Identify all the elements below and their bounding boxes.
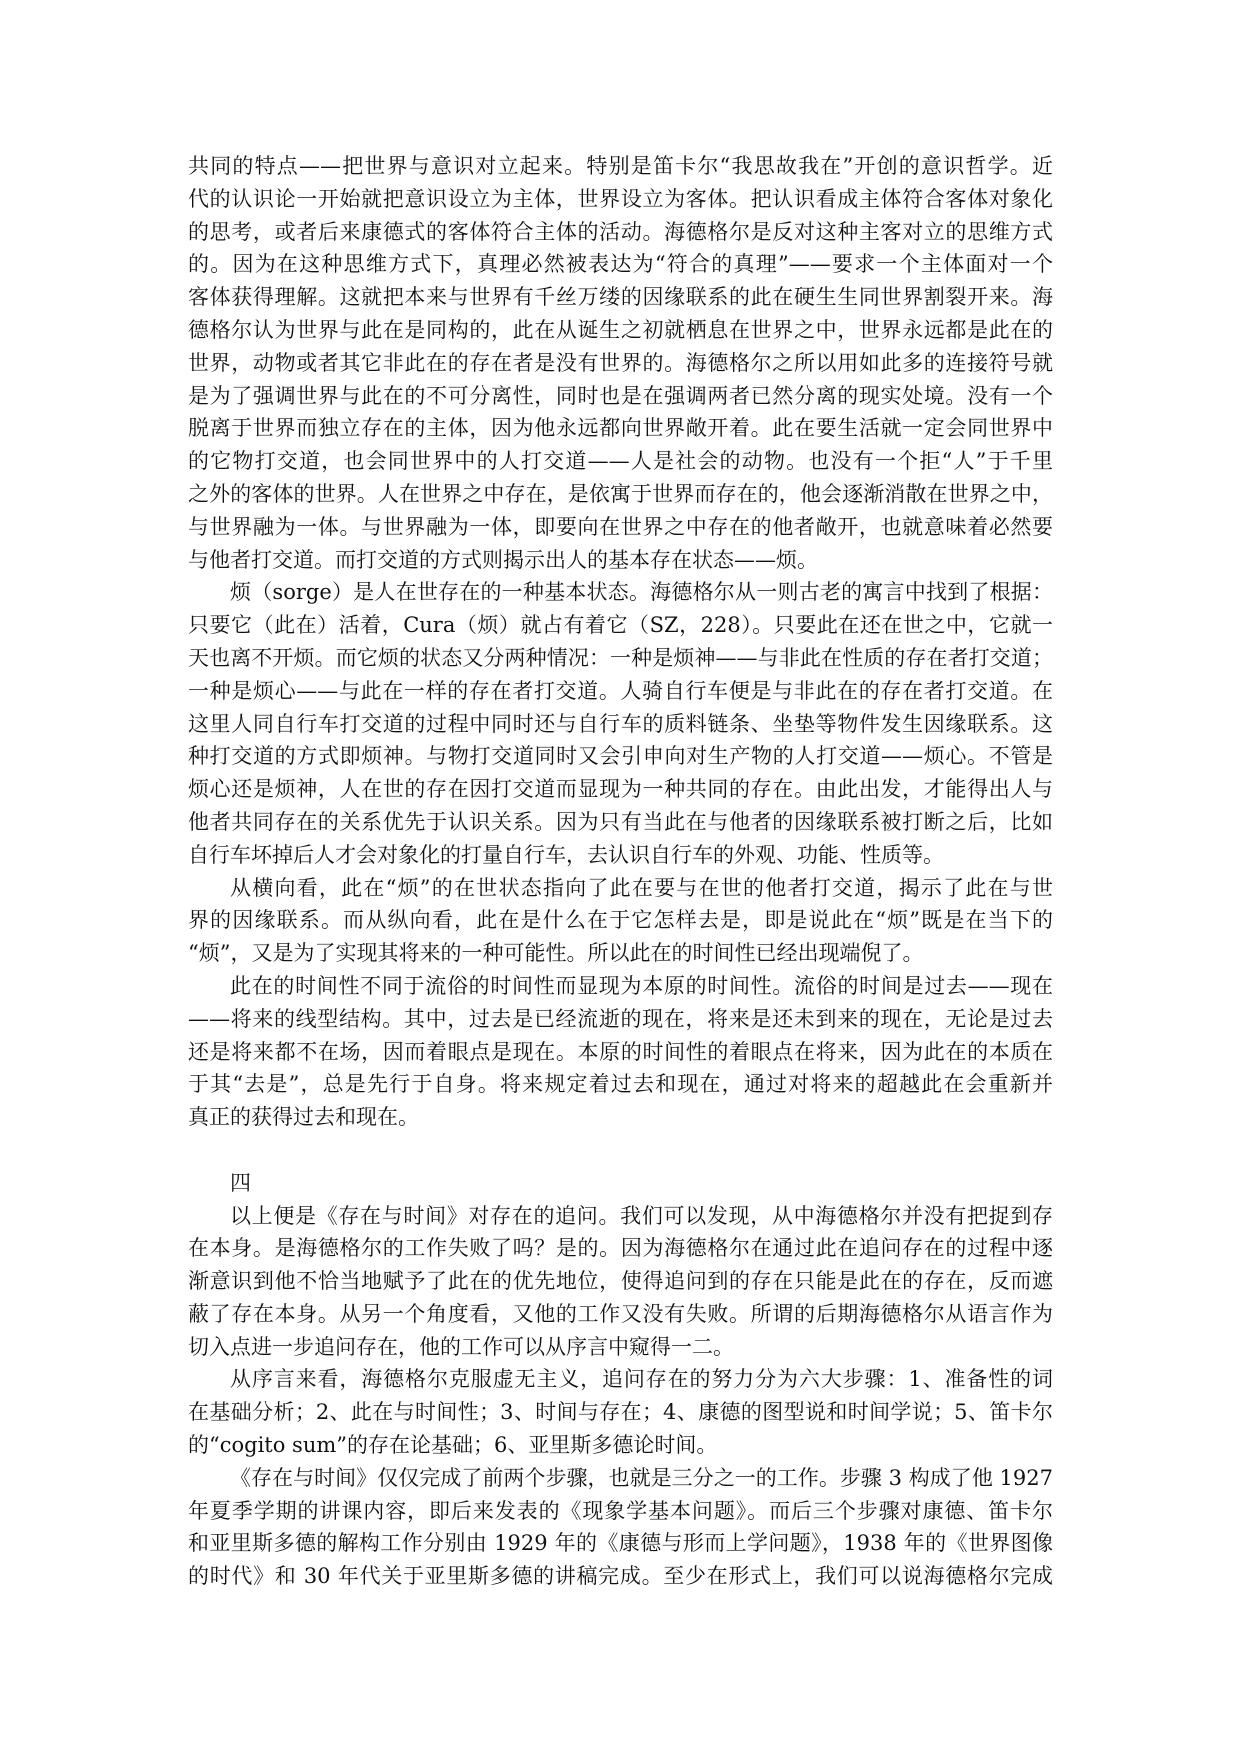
text-line: 之外的客体的世界。人在世界之中存在，是依寓于世界而存在的，他会逐渐消散在世界之中，	[188, 481, 1053, 506]
text-line: 还是将来都不在场，因而着眼点是现在。本原的时间性的着眼点在将来，因为此在的本质在	[188, 1039, 1053, 1064]
text-line: 从横向看，此在“烦”的在世状态指向了此在要与在世的他者打交道，揭示了此在与世	[230, 875, 1053, 900]
text-line: 渐意识到他不恰当地赋予了此在的优先地位，使得追问到的存在只能是此在的存在，反而遮	[188, 1269, 1053, 1294]
text-line: 代的认识论一开始就把意识设立为主体，世界设立为客体。把认识看成主体符合客体对象化	[188, 186, 1053, 211]
text-line: 在本身。是海德格尔的工作失败了吗？是的。因为海德格尔在通过此在追问存在的过程中逐	[188, 1236, 1053, 1261]
text-line: 于其“去是”，总是先行于自身。将来规定着过去和现在，通过对将来的超越此在会重新并	[188, 1072, 1053, 1097]
text-line: 的“cogito sum”的存在论基础；6、亚里斯多德论时间。	[188, 1433, 718, 1458]
paragraph	[188, 576, 1053, 871]
text-line: 与世界融为一体。与世界融为一体，即要向在世界之中存在的他者敞开，也就意味着必然要	[188, 514, 1053, 539]
paragraph	[188, 1363, 1053, 1461]
text-line: “烦”，又是为了实现其将来的一种可能性。所以此在的时间性已经出现端倪了。	[188, 941, 924, 966]
text-line: 的时代》和 30 年代关于亚里斯多德的讲稿完成。至少在形式上，我们可以说海德格尔完成	[188, 1564, 1053, 1589]
text-line: 天也离不开烦。而它烦的状态又分两种情况：一种是烦神——与非此在性质的存在者打交道；	[188, 645, 1053, 670]
text-line: 德格尔认为世界与此在是同构的，此在从诞生之初就栖息在世界之中，世界永远都是此在的	[188, 317, 1053, 342]
paragraph	[188, 970, 1053, 1134]
text-line: 客体获得理解。这就把本来与世界有千丝万缕的因缘联系的此在硬生生同世界割裂开来。海	[188, 285, 1053, 310]
paragraph	[188, 872, 1053, 970]
text-line: 的思考，或者后来康德式的客体符合主体的活动。海德格尔是反对这种主客对立的思维方式	[188, 219, 1053, 244]
text-line: 以上便是《存在与时间》对存在的追问。我们可以发现，从中海德格尔并没有把捉到存	[230, 1203, 1053, 1228]
text-line: 的。因为在这种思维方式下，真理必然被表达为“符合的真理”——要求一个主体面对一个	[188, 252, 1053, 277]
text-line: 种打交道的方式即烦神。与物打交道同时又会引申向对生产物的人打交道——烦心。不管是	[188, 744, 1053, 769]
text-line: 此在的时间性不同于流俗的时间性而显现为本原的时间性。流俗的时间是过去——现在	[230, 973, 1053, 998]
text-line: 脱离于世界而独立存在的主体，因为他永远都向世界敞开着。此在要生活就一定会同世界中	[188, 416, 1053, 441]
paragraph	[188, 1200, 1053, 1364]
body-text	[188, 150, 1053, 1593]
text-line: ——将来的线型结构。其中，过去是已经流逝的现在，将来是还未到来的现在，无论是过去	[188, 1006, 1053, 1031]
text-line: 切入点进一步追问存在，他的工作可以从序言中窥得一二。	[188, 1334, 734, 1359]
text-line: 共同的特点——把世界与意识对立起来。特别是笛卡尔“我思故我在”开创的意识哲学。近	[188, 154, 1053, 178]
text-line: 和亚里斯多德的解构工作分别由 1929 年的《康德与形而上学问题》，1938 年的《世界图像	[188, 1531, 1053, 1556]
text-line: 一种是烦心——与此在一样的存在者打交道。人骑自行车便是与非此在的存在者打交道。在	[188, 678, 1053, 703]
text-line: 界的因缘联系。而从纵向看，此在是什么在于它怎样去是，即是说此在“烦”既是在当下的	[188, 908, 1053, 933]
paragraph	[188, 1462, 1053, 1593]
section-number: 四	[230, 1170, 251, 1195]
text-line: 与他者打交道。而打交道的方式则揭示出人的基本存在状态——烦。	[188, 547, 818, 572]
text-line: 烦（sorge）是人在世存在的一种基本状态。海德格尔从一则古老的寓言中找到了根据：	[230, 580, 1053, 605]
text-line: 烦心还是烦神，人在世的存在因打交道而显现为一种共同的存在。由此出发，才能得出人与	[188, 777, 1053, 802]
text-line: 的它物打交道，也会同世界中的人打交道——人是社会的动物。也没有一个拒“人”于千里	[188, 449, 1053, 474]
text-line: 年夏季学期的讲课内容，即后来发表的《现象学基本问题》。而后三个步骤对康德、笛卡尔	[188, 1498, 1053, 1523]
text-line: 这里人同自行车打交道的过程中同时还与自行车的质料链条、坐垫等物件发生因缘联系。这	[188, 711, 1053, 736]
text-line: 《存在与时间》仅仅完成了前两个步骤，也就是三分之一的工作。步骤 3 构成了他 1927	[230, 1465, 1053, 1490]
blank-line	[188, 1134, 1053, 1167]
text-line: 世界，动物或者其它非此在的存在者是没有世界的。海德格尔之所以用如此多的连接符号就	[188, 350, 1053, 375]
text-line: 自行车坏掉后人才会对象化的打量自行车，去认识自行车的外观、功能、性质等。	[188, 842, 944, 867]
paragraph	[188, 150, 1053, 576]
text-line: 他者共同存在的关系优先于认识关系。因为只有当此在与他者的因缘联系被打断之后，比如	[188, 809, 1053, 834]
text-line: 在基础分析；2、此在与时间性；3、时间与存在；4、康德的图型说和时间学说；5、笛卡尔	[188, 1400, 1053, 1425]
text-line: 是为了强调世界与此在的不可分离性，同时也是在强调两者已然分离的现实处境。没有一个	[188, 383, 1053, 408]
text-line: 只要它（此在）活着，Cura（烦）就占有着它（SZ，228）。只要此在还在世之中，它就一	[188, 613, 1053, 638]
section-heading	[188, 1167, 1053, 1200]
text-line: 蔽了存在本身。从另一个角度看，又他的工作又没有失败。所谓的后期海德格尔从语言作为	[188, 1301, 1053, 1326]
text-line: 从序言来看，海德格尔克服虚无主义，追问存在的努力分为六大步骤：1、准备性的词	[230, 1367, 1053, 1392]
text-line: 真正的获得过去和现在。	[188, 1105, 419, 1130]
